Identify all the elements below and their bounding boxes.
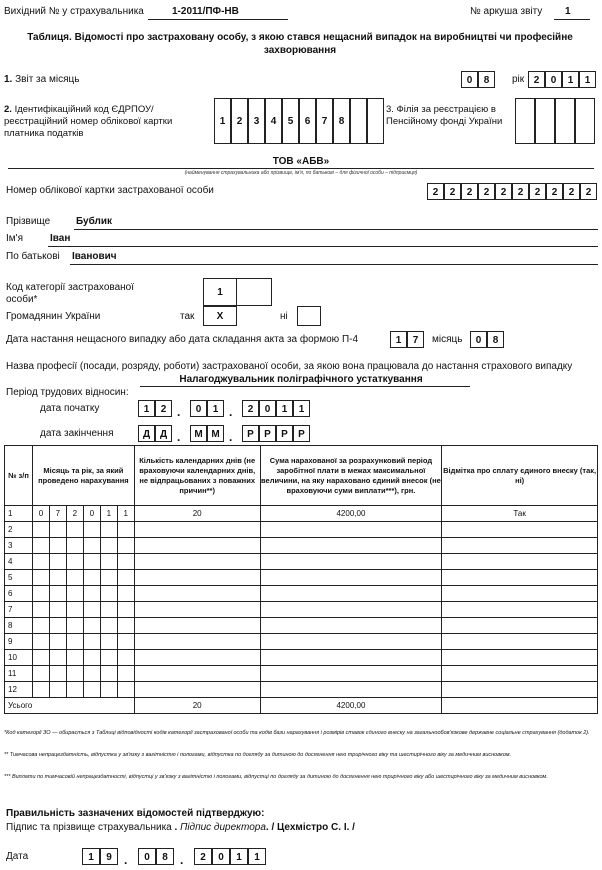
- row-month-digit[interactable]: [100, 602, 117, 618]
- employer-name: ТОВ «АБВ»: [272, 156, 330, 167]
- accident-month-label: місяць: [432, 334, 463, 345]
- end-date-digit[interactable]: Р: [242, 425, 259, 442]
- row-mark[interactable]: [442, 538, 598, 554]
- edrpou-digit[interactable]: [367, 98, 384, 144]
- sheet-value: 1: [565, 6, 571, 17]
- row-sum[interactable]: [260, 522, 442, 538]
- sign-date-digit[interactable]: 9: [100, 848, 118, 865]
- row-month-digit[interactable]: [83, 666, 100, 682]
- report-month-digit[interactable]: 0: [461, 71, 478, 88]
- report-month-digit[interactable]: 8: [478, 71, 495, 88]
- category-label: Код категорії застрахованої особи*: [6, 282, 134, 305]
- start-date-digit[interactable]: 1: [276, 400, 293, 417]
- table-row: [5, 682, 598, 698]
- sign-date-digit[interactable]: 2: [194, 848, 212, 865]
- end-date-digit[interactable]: Р: [293, 425, 310, 442]
- branch-digit[interactable]: [515, 98, 535, 144]
- row-number[interactable]: 12: [5, 682, 33, 698]
- row-month-digit[interactable]: [117, 666, 134, 682]
- row-sum[interactable]: [260, 586, 442, 602]
- end-date-digit[interactable]: Р: [276, 425, 293, 442]
- row-month-digit[interactable]: [49, 634, 66, 650]
- period-label: Період трудових відносин:: [6, 387, 129, 398]
- row-mark[interactable]: [442, 634, 598, 650]
- row-month-digit[interactable]: [66, 538, 83, 554]
- row-month-digit[interactable]: [32, 650, 49, 666]
- start-date-digit[interactable]: 0: [190, 400, 207, 417]
- row-month-digit[interactable]: [100, 618, 117, 634]
- row-days[interactable]: [134, 634, 260, 650]
- confirm-label: Правильність зазначених відомостей підтверджую:: [6, 808, 265, 819]
- row-month-digit[interactable]: [49, 554, 66, 570]
- edrpou-digit[interactable]: 1: [214, 98, 231, 144]
- start-date-digit[interactable]: 0: [259, 400, 276, 417]
- sign-date-digit[interactable]: 0: [212, 848, 230, 865]
- table-row: [5, 554, 598, 570]
- table-row: [5, 522, 598, 538]
- row-month-digit[interactable]: [100, 538, 117, 554]
- row-month-digit[interactable]: 1: [100, 506, 117, 522]
- col-month-header: Місяць та рік, за який проведено нарахування: [32, 446, 134, 506]
- row-days[interactable]: [134, 522, 260, 538]
- end-date-digit[interactable]: М: [207, 425, 224, 442]
- row-month-digit[interactable]: [117, 618, 134, 634]
- start-date-digit[interactable]: 1: [293, 400, 310, 417]
- edrpou-digit[interactable]: [350, 98, 367, 144]
- row-month-digit[interactable]: [49, 666, 66, 682]
- row-days[interactable]: [134, 570, 260, 586]
- row-month-digit[interactable]: [83, 538, 100, 554]
- table-row: [5, 506, 598, 522]
- edrpou-digit[interactable]: 7: [316, 98, 333, 144]
- table-row: [5, 666, 598, 682]
- report-num: 1.: [4, 74, 13, 85]
- row-month-digit[interactable]: 0: [32, 506, 49, 522]
- row-month-digit[interactable]: [117, 554, 134, 570]
- sign-date-digit[interactable]: 1: [248, 848, 266, 865]
- accident-day-digit[interactable]: 1: [390, 331, 407, 348]
- card-digit[interactable]: 2: [427, 183, 444, 200]
- report-year-digit[interactable]: 2: [528, 71, 545, 88]
- sign-date-separator: .: [180, 853, 184, 867]
- accident-label: Дата настання нещасного випадку або дата складання акта за формою П-4: [6, 334, 359, 345]
- card-digit[interactable]: 2: [580, 183, 597, 200]
- row-number[interactable]: 10: [5, 650, 33, 666]
- edrpou-digit[interactable]: 6: [299, 98, 316, 144]
- signature-sep2: . / Цехмістро С. І. /: [265, 822, 355, 833]
- report-label: Звіт за місяць: [15, 74, 80, 85]
- row-month-digit[interactable]: [83, 650, 100, 666]
- row-sum[interactable]: [260, 602, 442, 618]
- row-mark[interactable]: [442, 586, 598, 602]
- year-label: рік: [512, 74, 525, 85]
- outgoing-underline: [148, 19, 288, 20]
- start-date-digit[interactable]: 2: [242, 400, 259, 417]
- table-row: [5, 650, 598, 666]
- total-label: Усього: [5, 698, 135, 714]
- row-number[interactable]: 11: [5, 666, 33, 682]
- category-box[interactable]: 1: [203, 278, 237, 306]
- row-number[interactable]: 3: [5, 538, 33, 554]
- row-mark[interactable]: [442, 522, 598, 538]
- citizen-no-box[interactable]: [297, 306, 321, 326]
- card-digit[interactable]: 2: [461, 183, 478, 200]
- signature-value: Підпис директора: [180, 822, 266, 833]
- row-month-digit[interactable]: 0: [83, 506, 100, 522]
- row-month-digit[interactable]: [100, 570, 117, 586]
- table-row: [5, 618, 598, 634]
- name-label: Ім'я: [6, 233, 23, 244]
- row-month-digit[interactable]: [66, 666, 83, 682]
- row-month-digit[interactable]: [83, 522, 100, 538]
- end-date-digit[interactable]: Д: [155, 425, 172, 442]
- edrpou-num: 2.: [4, 104, 12, 115]
- edrpou-digit[interactable]: 2: [231, 98, 248, 144]
- row-month-digit[interactable]: [100, 554, 117, 570]
- row-number[interactable]: 8: [5, 618, 33, 634]
- branch-label: 3. Філія за реєстрацією в Пенсійному фонді України: [386, 104, 503, 127]
- profession-label: Назва професії (посади, розряду, роботи) застрахованої особи, за якою вона працювала до настання страхового випадку: [6, 361, 573, 372]
- outgoing-value: 1-2011/ПФ-НВ: [172, 6, 239, 17]
- row-month-digit[interactable]: [83, 682, 100, 698]
- row-mark[interactable]: [442, 602, 598, 618]
- row-month-digit[interactable]: [66, 554, 83, 570]
- footnote-1: *Код категорії ЗО — обирається з Таблиці відповідності кодів категорії застрахованої особи та кодів бази нарахування і розмірів ставок єдиного внеску на загальнообов'язкове державне соціальне страхування (додаток 2).: [4, 730, 590, 736]
- row-sum[interactable]: [260, 666, 442, 682]
- row-sum[interactable]: [260, 554, 442, 570]
- table-row: [5, 570, 598, 586]
- surname-label: Прізвище: [6, 216, 51, 227]
- branch-digit[interactable]: [575, 98, 595, 144]
- row-month-digit[interactable]: 7: [49, 506, 66, 522]
- sign-date-digit[interactable]: 8: [156, 848, 174, 865]
- row-month-digit[interactable]: [83, 570, 100, 586]
- report-year-digit[interactable]: 1: [562, 71, 579, 88]
- card-digit[interactable]: 2: [478, 183, 495, 200]
- row-month-digit[interactable]: [49, 602, 66, 618]
- row-month-digit[interactable]: [49, 650, 66, 666]
- row-mark[interactable]: [442, 618, 598, 634]
- row-month-digit[interactable]: [117, 538, 134, 554]
- col-num-header: № з/п: [5, 446, 33, 506]
- name-underline: [48, 246, 598, 247]
- row-mark[interactable]: [442, 570, 598, 586]
- row-month-digit[interactable]: [32, 602, 49, 618]
- employer-underline: [8, 168, 594, 169]
- row-month-digit[interactable]: [66, 586, 83, 602]
- edrpou-label: Ідентифікаційний код ЄДРПОУ/ реєстраційний номер облікової картки платника податків: [4, 104, 173, 139]
- signature-sep1: .: [174, 822, 178, 833]
- sheet-label: № аркуша звіту: [470, 6, 543, 17]
- row-month-digit[interactable]: [66, 650, 83, 666]
- edrpou-digit[interactable]: 4: [265, 98, 282, 144]
- start-date-digit[interactable]: 1: [207, 400, 224, 417]
- period-start-label: дата початку: [40, 403, 100, 414]
- card-digit[interactable]: 2: [546, 183, 563, 200]
- total-mark: [442, 698, 598, 714]
- surname-underline: [74, 229, 598, 230]
- row-sum[interactable]: [260, 682, 442, 698]
- row-month-digit[interactable]: [49, 522, 66, 538]
- end-date-separator: .: [229, 430, 233, 444]
- row-month-digit[interactable]: [117, 650, 134, 666]
- row-days[interactable]: [134, 538, 260, 554]
- footnote-3: *** Виплати по тимчасовій непрацездатності, відпустці у зв'язку з вагітністю і пологами, відпустці по догляду за дитиною до досягнення нею трирічного віку або шестирічного віку за медичним висновком.: [4, 774, 548, 780]
- end-date-digit[interactable]: М: [190, 425, 207, 442]
- row-sum[interactable]: [260, 634, 442, 650]
- row-days[interactable]: [134, 682, 260, 698]
- report-year-digit[interactable]: 1: [579, 71, 596, 88]
- card-label: Номер облікової картки застрахованої особи: [6, 185, 214, 196]
- row-month-digit[interactable]: [32, 538, 49, 554]
- patronymic-label: По батькові: [6, 251, 60, 262]
- row-days[interactable]: 20: [134, 506, 260, 522]
- row-month-digit[interactable]: [100, 666, 117, 682]
- start-date-digit[interactable]: 2: [155, 400, 172, 417]
- row-month-digit[interactable]: [83, 554, 100, 570]
- row-month-digit[interactable]: [49, 570, 66, 586]
- surname-value: Бублик: [76, 216, 113, 227]
- citizen-label: Громадянин України: [6, 311, 101, 322]
- row-month-digit[interactable]: [100, 682, 117, 698]
- sign-date-digit[interactable]: 1: [230, 848, 248, 865]
- outgoing-label: Вихідний № у страхувальника: [4, 6, 144, 17]
- col-days-header: Кількість календарних днів (не враховуючи календарних днів, не відпрацьованих з поважних причин**): [134, 446, 260, 506]
- end-date-digit[interactable]: Р: [259, 425, 276, 442]
- row-month-digit[interactable]: [117, 570, 134, 586]
- row-month-digit[interactable]: [100, 586, 117, 602]
- row-month-digit[interactable]: [32, 586, 49, 602]
- profession-value: Налагоджувальник поліграфічного устаткування: [179, 374, 423, 385]
- row-month-digit[interactable]: [117, 602, 134, 618]
- citizen-yes-label: так: [180, 311, 195, 322]
- branch-digit[interactable]: [555, 98, 575, 144]
- end-date-digit[interactable]: Д: [138, 425, 155, 442]
- row-month-digit[interactable]: [66, 602, 83, 618]
- table-row: [5, 586, 598, 602]
- row-month-digit[interactable]: [49, 586, 66, 602]
- row-month-digit[interactable]: [66, 682, 83, 698]
- row-month-digit[interactable]: [83, 634, 100, 650]
- accident-month-digit[interactable]: 8: [487, 331, 504, 348]
- page-title: Таблиця. Відомості про застраховану особу, з якою стався нещасний випадок на виробництві чи професійне захворювання: [27, 32, 573, 56]
- edrpou-digit[interactable]: 3: [248, 98, 265, 144]
- sheet-underline: [554, 19, 590, 20]
- row-month-digit[interactable]: [32, 666, 49, 682]
- row-sum[interactable]: 4200,00: [260, 506, 442, 522]
- employer-hint: (найменування страхувальника або прізвище, ім'я, по батькові – для фізичної особи – підприємця): [184, 170, 418, 176]
- row-month-digit[interactable]: [49, 538, 66, 554]
- row-month-digit[interactable]: [32, 618, 49, 634]
- citizen-no-label: ні: [280, 311, 288, 322]
- row-number[interactable]: 2: [5, 522, 33, 538]
- name-value: Іван: [50, 233, 71, 244]
- row-month-digit[interactable]: [100, 634, 117, 650]
- row-sum[interactable]: [260, 618, 442, 634]
- row-days[interactable]: [134, 586, 260, 602]
- category-box-empty[interactable]: [236, 278, 272, 306]
- row-month-digit[interactable]: [32, 634, 49, 650]
- sign-date-digit[interactable]: 1: [82, 848, 100, 865]
- row-month-digit[interactable]: [83, 618, 100, 634]
- row-month-digit[interactable]: [66, 522, 83, 538]
- end-date-separator: .: [177, 430, 181, 444]
- row-month-digit[interactable]: [66, 634, 83, 650]
- table-row: [5, 634, 598, 650]
- row-sum[interactable]: [260, 570, 442, 586]
- col-sum-header: Сума нарахованої за розрахунковий період заробітної плати в межах максимальної величини, на яку нараховано єдиний внесок (не враховуючи суми виплати***), грн.: [260, 446, 442, 506]
- start-date-separator: .: [177, 405, 181, 419]
- patronymic-value: Іванович: [72, 251, 117, 262]
- row-month-digit[interactable]: 1: [117, 506, 134, 522]
- row-month-digit[interactable]: [117, 682, 134, 698]
- edrpou-digit[interactable]: 8: [333, 98, 350, 144]
- row-days[interactable]: [134, 650, 260, 666]
- card-digit[interactable]: 2: [529, 183, 546, 200]
- row-month-digit[interactable]: [66, 570, 83, 586]
- citizen-yes-box[interactable]: Х: [203, 306, 237, 326]
- period-end-label: дата закінчення: [40, 428, 114, 439]
- card-digit[interactable]: 2: [444, 183, 461, 200]
- row-days[interactable]: [134, 554, 260, 570]
- row-month-digit[interactable]: [32, 554, 49, 570]
- row-month-digit[interactable]: [100, 650, 117, 666]
- row-month-digit[interactable]: [49, 618, 66, 634]
- row-days[interactable]: [134, 666, 260, 682]
- row-number[interactable]: 1: [5, 506, 33, 522]
- row-number[interactable]: 6: [5, 586, 33, 602]
- table-row: [5, 602, 598, 618]
- card-digit[interactable]: 2: [563, 183, 580, 200]
- row-mark[interactable]: [442, 666, 598, 682]
- signature-label: Підпис та прізвище страхувальника: [6, 822, 172, 833]
- row-month-digit[interactable]: [100, 522, 117, 538]
- start-date-separator: .: [229, 405, 233, 419]
- row-sum[interactable]: [260, 538, 442, 554]
- accident-month-digit[interactable]: 0: [470, 331, 487, 348]
- start-date-digit[interactable]: 1: [138, 400, 155, 417]
- row-month-digit[interactable]: [83, 586, 100, 602]
- total-days: 20: [134, 698, 260, 714]
- row-month-digit[interactable]: [32, 682, 49, 698]
- row-month-digit[interactable]: 2: [66, 506, 83, 522]
- row-days[interactable]: [134, 602, 260, 618]
- accrual-table: [4, 445, 598, 714]
- total-sum: 4200,00: [260, 698, 442, 714]
- card-digit[interactable]: 2: [512, 183, 529, 200]
- edrpou-digit[interactable]: 5: [282, 98, 299, 144]
- row-mark[interactable]: [442, 554, 598, 570]
- row-month-digit[interactable]: [117, 634, 134, 650]
- sign-date-separator: .: [124, 853, 128, 867]
- col-mark-header: Відмітка про сплату єдиного внеску (так, ні): [442, 446, 598, 506]
- row-month-digit[interactable]: [49, 682, 66, 698]
- row-number[interactable]: 4: [5, 554, 33, 570]
- profession-underline: [140, 386, 470, 387]
- footnote-2: ** Тимчасова непрацездатність, відпустка у зв'язку з вагітністю і пологами, відпустка по догляду за дитиною до досягнення нею трирічного віку та шестирічного віку за медичним висновком.: [4, 752, 512, 758]
- row-sum[interactable]: [260, 650, 442, 666]
- row-month-digit[interactable]: [83, 602, 100, 618]
- row-month-digit[interactable]: [117, 522, 134, 538]
- row-number[interactable]: 5: [5, 570, 33, 586]
- row-days[interactable]: [134, 618, 260, 634]
- row-number[interactable]: 9: [5, 634, 33, 650]
- row-mark[interactable]: [442, 650, 598, 666]
- row-mark[interactable]: [442, 682, 598, 698]
- row-month-digit[interactable]: [32, 522, 49, 538]
- table-row: [5, 538, 598, 554]
- row-month-digit[interactable]: [32, 570, 49, 586]
- card-digit[interactable]: 2: [495, 183, 512, 200]
- sign-date-digit[interactable]: 0: [138, 848, 156, 865]
- patronymic-underline: [70, 264, 598, 265]
- row-number[interactable]: 7: [5, 602, 33, 618]
- accident-day-digit[interactable]: 7: [407, 331, 424, 348]
- report-year-digit[interactable]: 0: [545, 71, 562, 88]
- branch-digit[interactable]: [535, 98, 555, 144]
- row-month-digit[interactable]: [117, 586, 134, 602]
- row-month-digit[interactable]: [66, 618, 83, 634]
- date-label: Дата: [6, 851, 29, 862]
- row-mark[interactable]: Так: [442, 506, 598, 522]
